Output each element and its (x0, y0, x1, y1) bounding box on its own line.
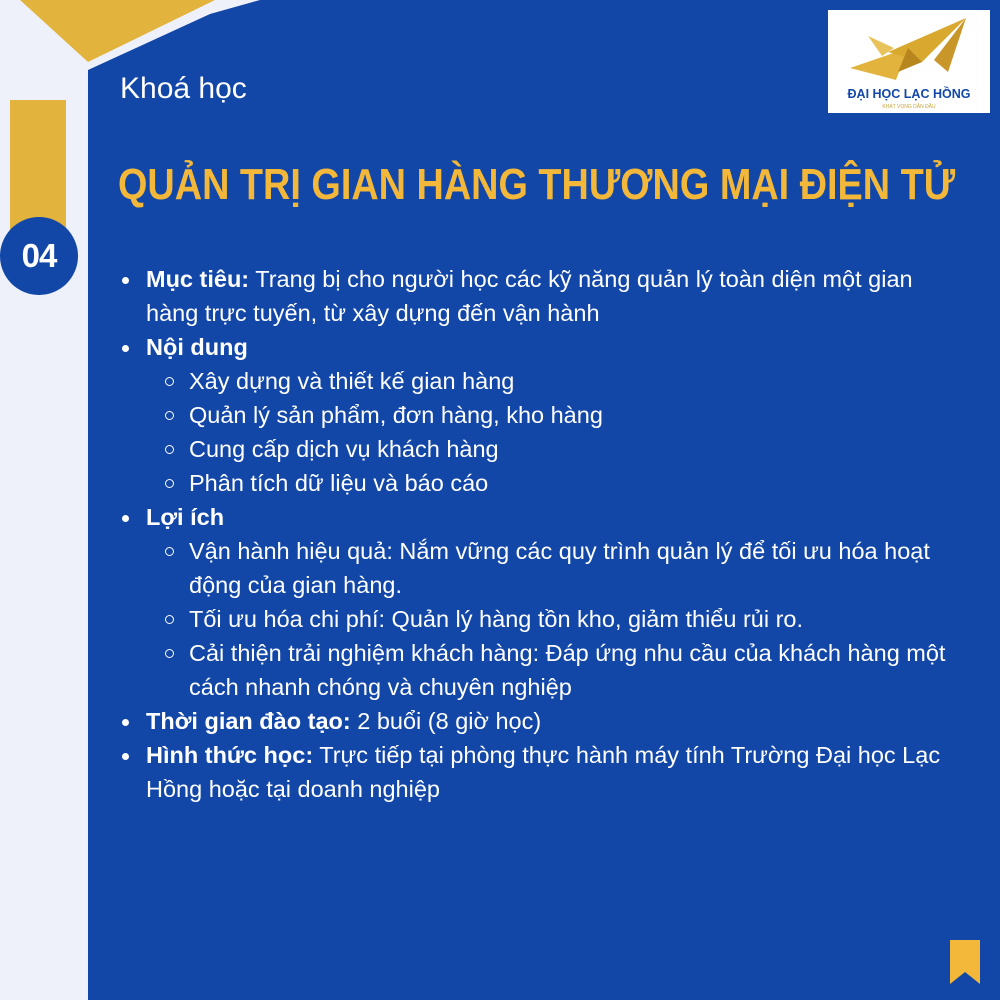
course-title: QUẢN TRỊ GIAN HÀNG THƯƠNG MẠI ĐIỆN TỬ (118, 160, 956, 209)
list-item: Vận hành hiệu quả: Nắm vững các quy trình quản lý để tối ưu hóa hoạt động của gian hàng. (146, 534, 946, 602)
logo-tagline: KHÁT VỌNG DẪN ĐẦU (882, 104, 936, 110)
list-item-muc-tieu (146, 262, 946, 330)
thoi-gian-label: Thời gian đào tạo: (146, 708, 351, 734)
noi-dung-heading: Nội dung (146, 330, 946, 364)
loi-ich-heading: Lợi ích (146, 500, 946, 534)
muc-tieu-label: Mục tiêu: (146, 266, 250, 292)
hinh-thuc-label: Hình thức học: (146, 742, 314, 768)
gold-ribbon (10, 100, 66, 230)
thoi-gian-text: 2 buổi (8 giờ học) (350, 708, 542, 734)
muc-tieu-text: Trang bị cho người học các kỹ năng quản lý toàn diện một gian hàng trực tuyến, từ xây dựng đến vận hành (146, 266, 913, 326)
top-corner-decoration (0, 0, 260, 70)
logo-name: ĐẠI HỌC LẠC HỒNG (847, 87, 971, 101)
list-item: Phân tích dữ liệu và báo cáo (146, 466, 946, 500)
paper-plane-logo-icon (838, 12, 980, 88)
list-item-thoi-gian (146, 704, 946, 738)
course-label: Khoá học (120, 72, 247, 105)
list-item: Quản lý sản phẩm, đơn hàng, kho hàng (146, 398, 946, 432)
hinh-thuc-text: Trực tiếp tại phòng thực hành máy tính Trường Đại học Lạc Hồng hoặc tại doanh nghiệp (146, 742, 941, 802)
list-item: Xây dựng và thiết kế gian hàng (146, 364, 946, 398)
list-item-hinh-thuc (146, 738, 946, 806)
bookmark-icon (950, 940, 980, 984)
list-item: Cung cấp dịch vụ khách hàng (146, 432, 946, 466)
list-item: Tối ưu hóa chi phí: Quản lý hàng tồn kho, giảm thiểu rủi ro. (146, 602, 946, 636)
list-item: Cải thiện trải nghiệm khách hàng: Đáp ứng nhu cầu của khách hàng một cách nhanh chóng và chuyên nghiệp (146, 636, 946, 704)
section-number-badge: 04 (0, 217, 78, 295)
course-details (146, 262, 946, 806)
logo (828, 10, 990, 113)
